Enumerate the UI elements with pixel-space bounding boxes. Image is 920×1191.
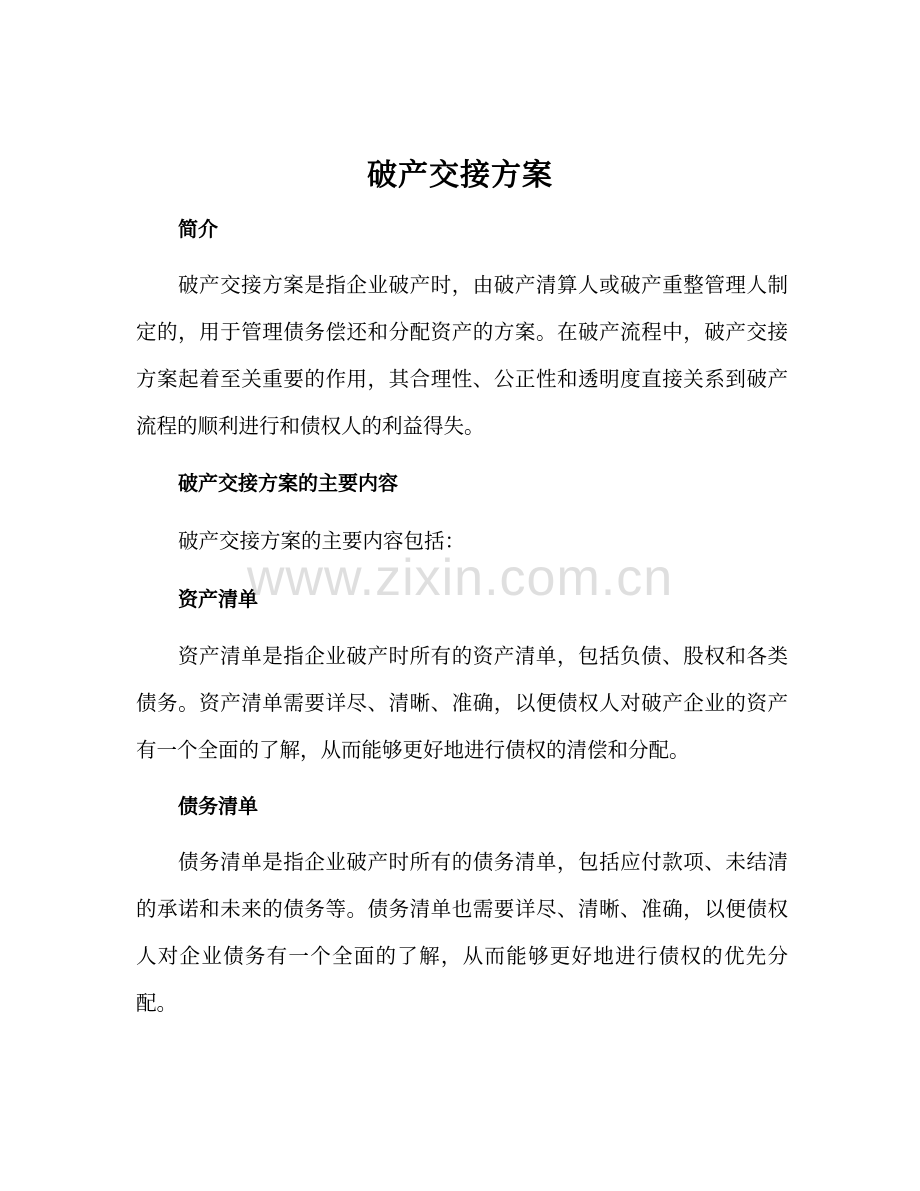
main-content-heading: 破产交接方案的主要内容 xyxy=(178,471,398,495)
debts-paragraph: 债务清单是指企业破产时所有的债务清单，包括应付款项、未结清的承诺和未来的债务等。债务清单也需要详尽、清晰、准确，以便债权人对企业债务有一个全面的了解，从而能够更好地进行债权的优先分配。 xyxy=(136,850,788,1015)
intro-heading: 简介 xyxy=(178,217,218,241)
main-content-text: 破产交接方案的主要内容包括： xyxy=(178,529,465,553)
assets-heading: 资产清单 xyxy=(178,587,258,611)
debts-heading: 债务清单 xyxy=(178,794,258,818)
assets-paragraph: 资产清单是指企业破产时所有的资产清单，包括负债、股权和各类债务。资产清单需要详尽、清晰、准确，以便债权人对破产企业的资产有一个全面的了解，从而能够更好地进行债权的清偿和分配。 xyxy=(136,644,788,762)
watermark: www.zixin.com.cn xyxy=(246,549,674,607)
page-title: 破产交接方案 xyxy=(367,158,553,193)
intro-paragraph: 破产交接方案是指企业破产时，由破产清算人或破产重整管理人制定的，用于管理债务偿还和分配资产的方案。在破产流程中，破产交接方案起着至关重要的作用，其合理性、公正性和透明度直接关系到破产流程的顺利进行和债权人的利益得失。 xyxy=(136,273,788,438)
